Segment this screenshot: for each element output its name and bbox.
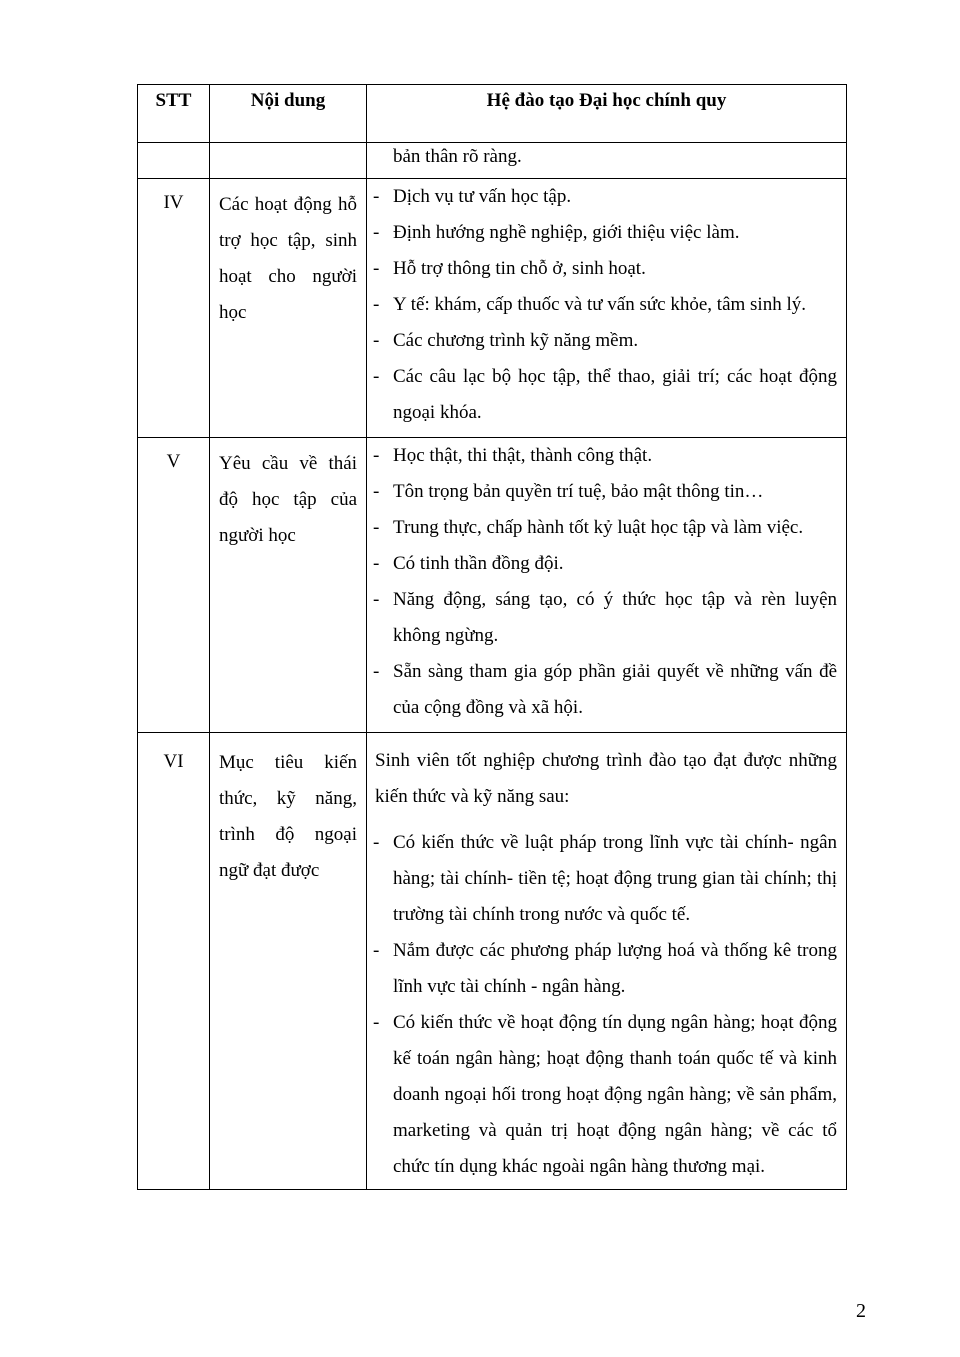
row-stt: VI <box>138 733 210 1190</box>
curriculum-table <box>137 84 847 1190</box>
header-content: Nội dung <box>210 85 367 143</box>
list-item: - Các câu lạc bộ học tập, thể thao, giải trí; các hoạt động ngoại khóa. <box>373 366 837 423</box>
list-item: - Tôn trọng bản quyền trí tuệ, bảo mật thông tin… <box>373 481 764 502</box>
list-item: - Có tinh thần đồng đội. <box>373 553 564 574</box>
row-stt: V <box>138 438 210 733</box>
empty-cell <box>138 143 210 179</box>
row-details <box>367 179 847 438</box>
list-item: - Năng động, sáng tạo, có ý thức học tập và rèn luyện không ngừng. <box>373 589 837 646</box>
list-item: - Hỗ trợ thông tin chỗ ở, sinh hoạt. <box>373 258 646 279</box>
header-program: Hệ đào tạo Đại học chính quy <box>367 85 847 143</box>
row-intro: Sinh viên tốt nghiệp chương trình đào tạo đạt được những kiến thức và kỹ năng sau: <box>375 750 837 807</box>
continuation-cell <box>367 143 847 179</box>
continuation-text: bản thân rõ ràng. <box>393 146 522 167</box>
row-topic: Yêu cầu về thái độ học tập của người học <box>210 438 367 733</box>
list-item: - Có kiến thức về luật pháp trong lĩnh vực tài chính- ngân hàng; tài chính- tiền tệ; hoạt động trung gian tài chính; thị trường tài chính trong nước và quốc tế. <box>373 832 837 925</box>
bullet-list <box>367 179 846 431</box>
list-item: - Học thật, thi thật, thành công thật. <box>373 445 653 466</box>
row-details <box>367 733 847 1190</box>
list-item: - Các chương trình kỹ năng mềm. <box>373 330 639 351</box>
table-row <box>138 438 847 733</box>
continuation-row <box>138 143 847 179</box>
empty-cell <box>210 143 367 179</box>
page-number: 2 <box>856 1300 866 1322</box>
list-item: - Có kiến thức về hoạt động tín dụng ngân hàng; hoạt động kế toán ngân hàng; hoạt động thanh toán quốc tế và kinh doanh ngoại hối trong hoạt động ngân hàng; về sản phẩm, marketing và quản trị hoạt động ngân hàng; về các tổ chức tín dụng khác ngoài ngân hàng thương mại. <box>373 1012 837 1177</box>
list-item: - Trung thực, chấp hành tốt kỷ luật học tập và làm việc. <box>373 517 804 538</box>
bullet-list <box>367 438 846 726</box>
row-details <box>367 438 847 733</box>
table-header-row <box>138 85 847 143</box>
header-stt: STT <box>138 85 210 143</box>
list-item: - Sẵn sàng tham gia góp phần giải quyết về những vấn đề của cộng đồng và xã hội. <box>373 661 837 718</box>
bullet-list <box>367 825 846 1185</box>
row-stt: IV <box>138 179 210 438</box>
row-topic: Mục tiêu kiến thức, kỹ năng, trình độ ngoại ngữ đạt được <box>210 733 367 1190</box>
list-item: - Định hướng nghề nghiệp, giới thiệu việc làm. <box>373 222 740 243</box>
list-item: - Nắm được các phương pháp lượng hoá và thống kê trong lĩnh vực tài chính - ngân hàng. <box>373 940 837 997</box>
list-item: - Y tế: khám, cấp thuốc và tư vấn sức khỏe, tâm sinh lý. <box>373 294 806 315</box>
row-topic: Các hoạt động hỗ trợ học tập, sinh hoạt cho người học <box>210 179 367 438</box>
table-row <box>138 179 847 438</box>
table-row <box>138 733 847 1190</box>
list-item: - Dịch vụ tư vấn học tập. <box>373 186 572 207</box>
